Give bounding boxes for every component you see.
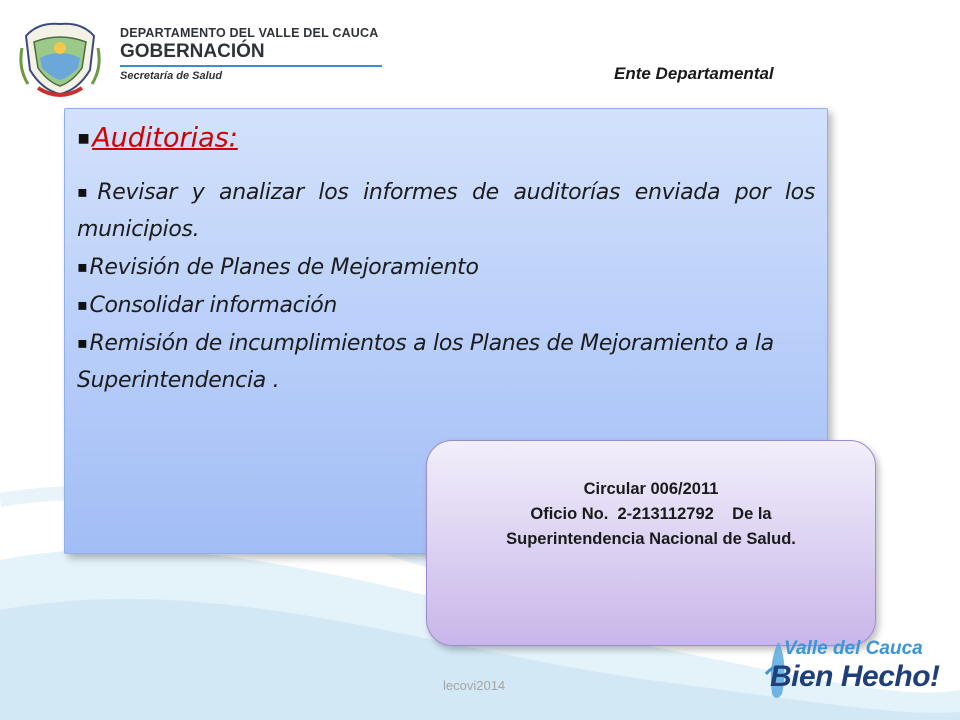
list-item-text: Revisar y analizar los informes de auditorías enviada por los municipios. — [77, 180, 815, 243]
gobernacion-logo — [18, 18, 378, 98]
list-item — [77, 173, 815, 248]
callout-oficio: Oficio No. 2-213112792 De la — [530, 505, 772, 523]
ente-departamental-label: Ente Departamental — [614, 64, 774, 83]
list-item — [77, 286, 815, 324]
org-secretaria: Secretaría de Salud — [120, 70, 223, 82]
square-bullet-icon: ▪ — [77, 295, 88, 315]
coat-of-arms-icon — [18, 18, 102, 98]
heading-text: Auditorias: — [92, 122, 238, 154]
square-bullet-icon: ▪ — [77, 126, 91, 149]
reference-callout — [426, 440, 876, 646]
list-item — [77, 248, 815, 286]
footer-text: lecovi2014 — [443, 678, 506, 693]
org-department: DEPARTAMENTO DEL VALLE DEL CAUCA — [120, 26, 379, 40]
list-item-text: Remisión de incumplimientos a los Planes de Mejoramiento a la Superintendencia . — [77, 330, 774, 393]
callout-circular: Circular 006/2011 — [583, 480, 719, 498]
auditorias-heading — [77, 121, 815, 155]
org-divider — [120, 65, 382, 67]
brand-bien-hecho-text: Bien Hecho! — [770, 660, 940, 693]
square-bullet-icon: ▪ — [77, 257, 88, 277]
list-item — [77, 324, 815, 399]
valle-bien-hecho-logo — [760, 634, 950, 714]
callout-superintendencia: Superintendencia Nacional de Salud. — [506, 530, 796, 548]
org-gobernacion: GOBERNACIÓN — [120, 41, 265, 62]
list-item-text: Consolidar información — [89, 293, 338, 318]
square-bullet-icon: ▪ — [77, 182, 96, 202]
brand-valle-text: Valle del Cauca — [784, 638, 923, 659]
square-bullet-icon: ▪ — [77, 333, 88, 352]
list-item-text: Revisión de Planes de Mejoramiento — [89, 255, 479, 281]
